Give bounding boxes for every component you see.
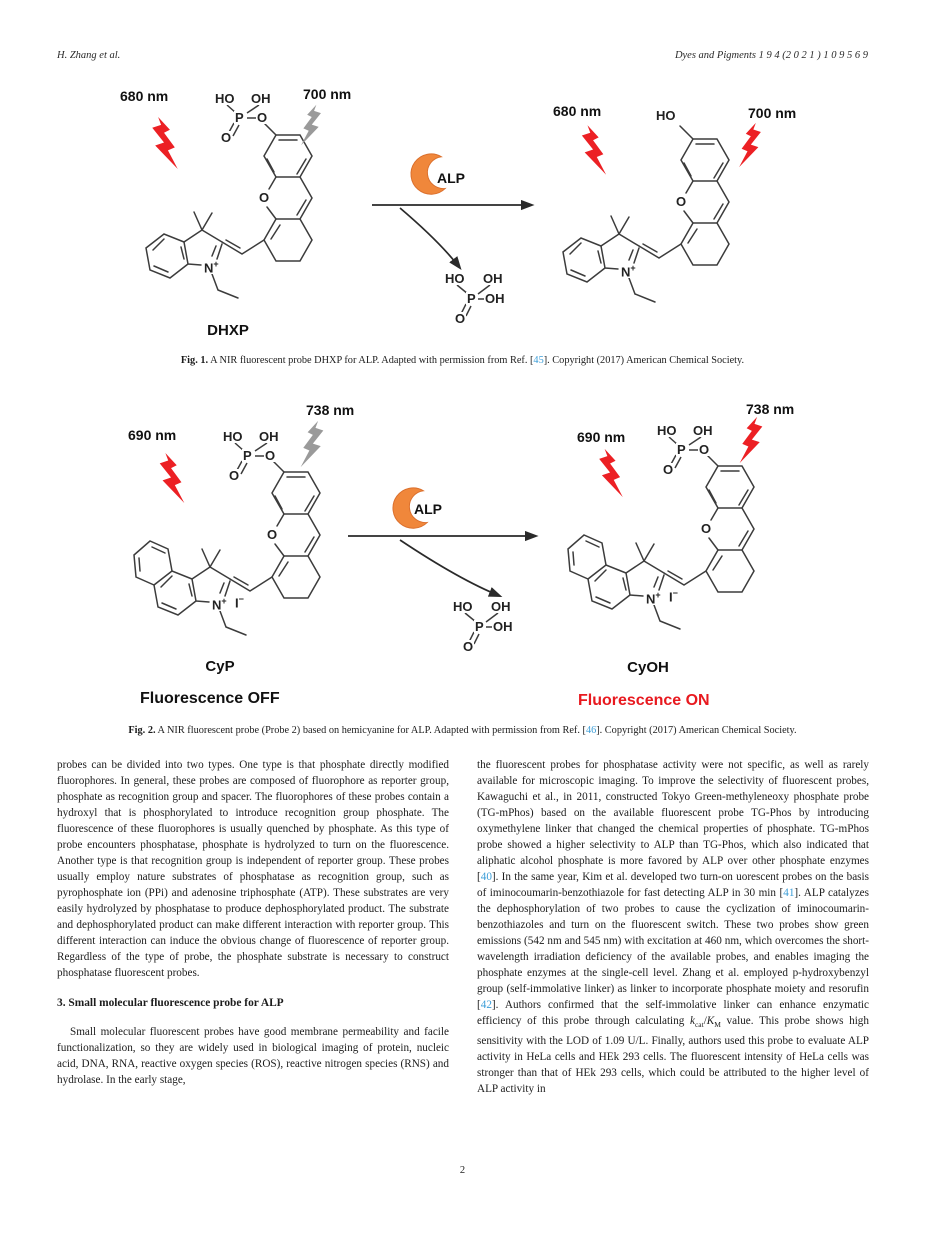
atom-label: OH [251, 91, 271, 106]
atom-label-ring-o: O [259, 190, 270, 205]
text-segment: k [689, 1015, 695, 1027]
text-segment: Fig. 1. [180, 355, 209, 366]
atom-label: P [475, 619, 484, 634]
page-header [57, 50, 868, 61]
emission-bolt-icon [732, 122, 768, 168]
text-segment: value. This probe shows high sensitivity with the LOD of 1.09 U/L. Finally, authors used this probe to evaluate ALP activity in HeLa cells and HEk 293 cells. The fluorescent intensity of HeLa cells was stronger than that of HEk 293 cells, which could be attributed to the higher level of ALP activity in [477, 1015, 869, 1096]
excitation-bolt-icon [596, 448, 626, 498]
text-segment: ]. Copyright (2017) American Chemical Society. [596, 725, 797, 736]
enzyme-label: ALP [437, 170, 465, 186]
text-segment: A NIR fluorescent probe (Probe 2) based on hemicyanine for ALP. Adapted with permission from Ref. [ [155, 725, 586, 736]
enzyme-label: ALP [414, 501, 442, 517]
probe-name: CyP [205, 658, 235, 675]
atom-n: N [212, 597, 222, 613]
hydrolysis-arrow [398, 206, 478, 278]
emission-label: 700 nm [748, 105, 797, 121]
fluorescence-off-label: Fluorescence OFF [140, 690, 280, 707]
emission-label: 738 nm [306, 402, 355, 418]
quenched-emission-bolt-icon [292, 420, 332, 468]
atom-label: O [229, 468, 240, 483]
atom-label-hydroxyl: HO [656, 108, 676, 123]
free-phosphate-group [444, 272, 514, 332]
atom-label: HO [453, 599, 473, 614]
text-segment: ]. Authors confirmed that the self-immolative linker can enhance enzymatic efficiency of this probe through calculating [477, 999, 869, 1027]
atom-label-n [211, 597, 228, 611]
excitation-label: 680 nm [120, 88, 169, 104]
text-segment: Fig. 2. [128, 725, 156, 736]
atom-label: P [677, 442, 686, 457]
quenched-emission-bolt-icon [294, 104, 328, 146]
hydrolysis-arrow [398, 538, 518, 606]
atom-label-n [203, 260, 220, 274]
atom-label: OH [693, 423, 713, 438]
section-heading: 3. Small molecular fluorescence probe for ALP [57, 997, 284, 1009]
text-segment: cat [694, 1020, 704, 1030]
citation-link[interactable]: 40 [480, 871, 492, 883]
atom-label: P [467, 291, 476, 306]
atom-label: O [699, 442, 710, 457]
excitation-bolt-icon [156, 452, 188, 504]
atom-label: P [235, 110, 244, 125]
body-paragraph [477, 757, 869, 1097]
atom-label-ring-o: O [267, 527, 278, 542]
atom-label: P [243, 448, 252, 463]
phosphate-group [214, 92, 284, 152]
excitation-label: 680 nm [553, 103, 602, 119]
fluorescence-on-label: Fluorescence ON [578, 692, 710, 709]
atom-n: N [646, 591, 656, 607]
atom-label: O [257, 110, 268, 125]
right-column [477, 757, 869, 1097]
emission-bolt-icon [730, 416, 772, 464]
atom-n: N [204, 260, 214, 276]
excitation-label: 690 nm [577, 429, 626, 445]
atom-label-n [620, 264, 637, 278]
emission-label: 700 nm [303, 86, 352, 102]
product-name: CyOH [627, 659, 669, 676]
fig1-caption [40, 355, 885, 366]
atom-label: OH [493, 619, 513, 634]
citation-link[interactable]: 41 [783, 887, 795, 899]
atom-label: HO [445, 271, 465, 286]
page-number: 2 [459, 1165, 466, 1176]
citation-link[interactable]: 42 [480, 999, 492, 1011]
charge-plus: + [655, 590, 661, 600]
phosphate-group [222, 430, 292, 490]
atom-label: OH [485, 291, 505, 306]
atom-label-ring-o: O [676, 194, 687, 209]
charge-minus: − [238, 594, 244, 604]
atom-n: N [621, 264, 631, 280]
text-segment: ]. ALP catalyzes the dephosphorylation of two probes to cause the cyclization of iminocoumarin-benzothiazoles and turn on the fluorescent switch. These two probes show green emissions (542 nm and 545 nm) with excitation at 460 nm, which overcomes the short-wavelength irradiation deficiency of the available probes, and enables imaging the phosphate enzymes at the single-cell level. Zhang et al. employed p-hydroxybenzyl group (self-immolative linker) as linker to incorporate phosphate moiety and resorufin [ [477, 887, 869, 1011]
fig2-caption [40, 725, 885, 736]
text-segment: the fluorescent probes for phosphatase activity were not specific, as well as rarely available for microscopic imaging. To improve the selectivity of fluorescent probes, Kawaguchi et al., in 2011, constructed Tokyo Green-methyleneoxy phosphate probe (TG-mPhos) based on the available fluorescent probe TG-Phos by introducing oxymethylene linker that changed the chemical properties of phosphate. TG-mPhos probe showed a higher selectivity to ALP than TG-Phos, which also indicated that aliphatic alcohol phosphate is more favored by ALP over other phosphate enzymes [ [477, 759, 869, 883]
body-paragraph: probes can be divided into two types. One type is that phosphate directly modified fluorophores. In general, these probes are composed of fluorophore as reporter group, phosphate as recognition group and spacer. The fluorophores of these probes contain a hydroxyl that is phosphorylated to introduce recognition group phosphate. The fluorescence of these fluorophores is usually quenched by phosphate. As this type of probe encounters phosphatase, phosphate is hydrolyzed to turn on the fluorescence. Another type is that recognition group is independent of reporter group. These probes usually employ nature substrates of phosphatase as recognition group, such as pyrophosphate ion (PPi) and adenosine triphosphate (ATP). These substrates are very easily hydrolyzed by phosphatase to produce dephosphorylated product. The substrate and dephosphorylated product can make different interaction with reporter group. This different interaction can induce the obvious change of fluorescence of reporter group. Regardless of the type of probe, the phosphate substrate is necessary to construct phosphatase fluorescent probes. [57, 759, 449, 979]
atom-label: O [221, 130, 232, 145]
atom-label-iodide [234, 595, 245, 609]
atom-i: I [669, 589, 673, 605]
text-segment: / [703, 1015, 707, 1027]
header-journal: Dyes and Pigments 1 9 4 (2 0 2 1 ) 1 0 9 5 6 9 [674, 50, 868, 61]
atom-label-iodide [668, 589, 679, 603]
header-authors: H. Zhang et al. [57, 50, 121, 61]
emission-label: 738 nm [746, 401, 795, 417]
phosphate-group [656, 424, 726, 484]
citation-link[interactable]: 46 [585, 725, 597, 736]
atom-label: O [463, 639, 474, 654]
text-segment: ]. Copyright (2017) American Chemical Society. [543, 355, 745, 366]
body-paragraph: Small molecular fluorescent probes have good membrane permeability and facile functionalization, so they are widely used in biological imaging of protein, nucleic acid, DNA, RNA, reactive oxygen species (ROS), reactive nitrogen species (RNS) and hydrolase. In the early stage, [57, 1026, 449, 1086]
atom-label: HO [215, 91, 235, 106]
excitation-bolt-icon [150, 116, 180, 170]
atom-label: HO [223, 429, 243, 444]
excitation-label: 690 nm [128, 427, 177, 443]
atom-label: O [663, 462, 674, 477]
atom-label: OH [483, 271, 503, 286]
atom-label-n [645, 591, 662, 605]
atom-label: O [455, 311, 466, 326]
atom-label: OH [259, 429, 279, 444]
atom-label-ring-o: O [701, 521, 712, 536]
excitation-bolt-icon [580, 124, 608, 176]
atom-label: HO [657, 423, 677, 438]
citation-link[interactable]: 45 [533, 355, 544, 366]
probe-name: DHXP [207, 322, 249, 339]
atom-i: I [235, 595, 239, 611]
text-segment: K [706, 1015, 715, 1027]
charge-plus: + [221, 596, 227, 606]
charge-minus: − [672, 588, 678, 598]
charge-plus: + [213, 259, 219, 269]
left-column [57, 757, 449, 1088]
free-phosphate-group [452, 600, 522, 660]
charge-plus: + [630, 263, 636, 273]
text-segment: ]. In the same year, Kim et al. developed two turn-on uorescent probes on the basis of iminocoumarin-benzothiazole for fast detecting ALP in 30 min [ [477, 871, 869, 899]
text-segment: A NIR fluorescent probe DHXP for ALP. Adapted with permission from Ref. [ [208, 355, 534, 366]
atom-label: OH [491, 599, 511, 614]
text-segment: M [714, 1020, 721, 1030]
atom-label: O [265, 448, 276, 463]
